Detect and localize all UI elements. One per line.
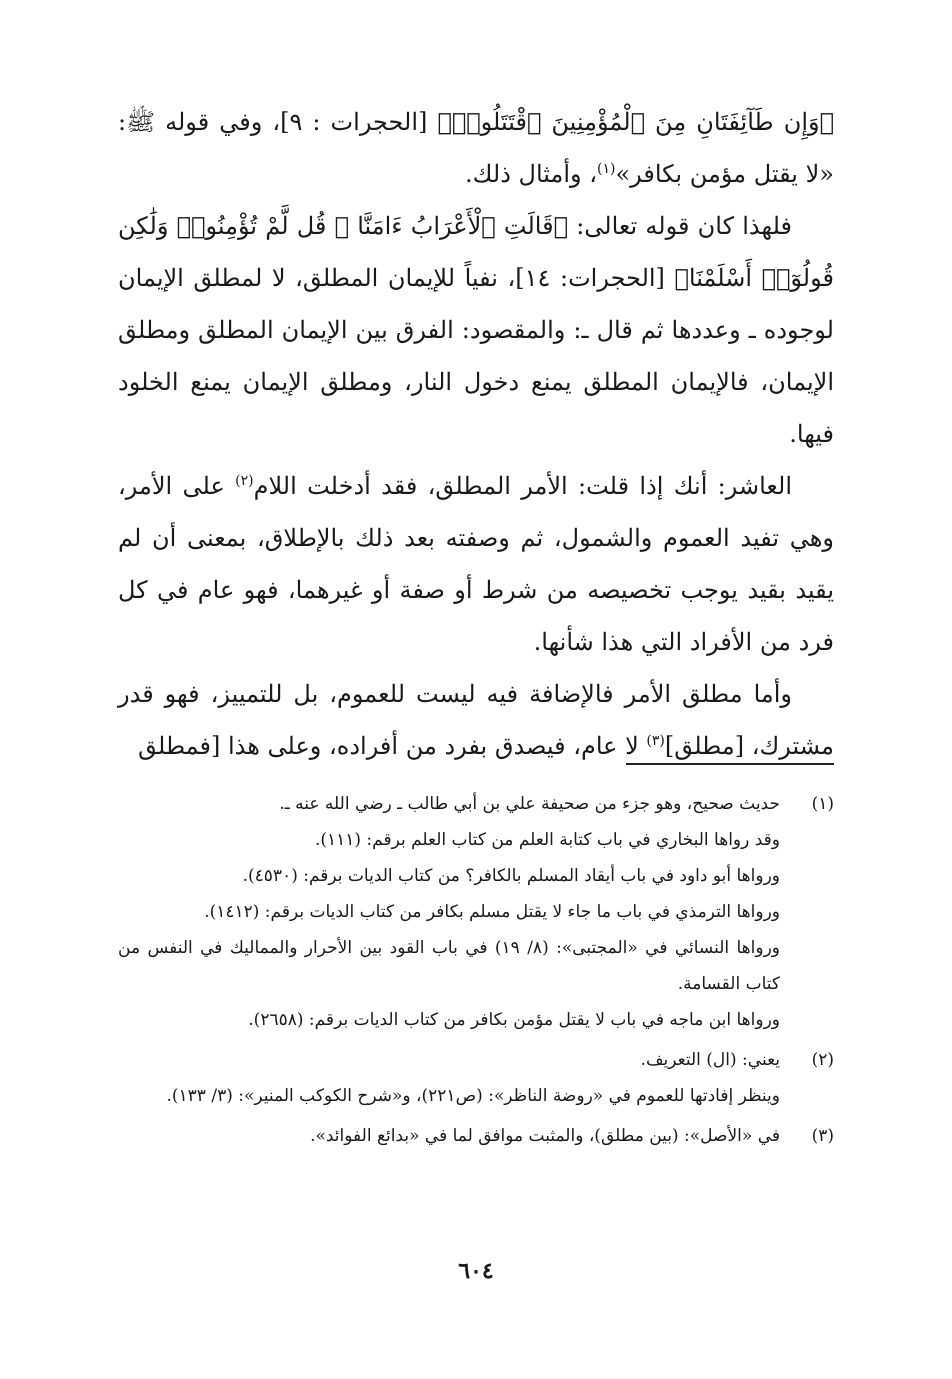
paragraph-1-end: ، وأمثال ذلك. — [465, 160, 597, 188]
footnote-number: (٣) — [811, 1126, 834, 1146]
footnote-line: ورواها أبو داود في باب أيقاد المسلم بالكافر؟ من كتاب الديات برقم: (٤٥٣٠). — [242, 866, 780, 886]
footnote-line: يعني: (ال) التعريف. — [640, 1050, 780, 1070]
footnote-1 — [118, 786, 834, 1038]
footnote-ref-3: (٣) — [646, 733, 665, 749]
paragraph-3-text-a: العاشر: أنك إذا قلت: الأمر المطلق، فقد أدخلت اللام — [253, 472, 792, 500]
footnote-number: (١) — [811, 794, 834, 814]
footnote-number: (٢) — [811, 1050, 834, 1070]
footnote-body — [118, 1118, 780, 1154]
paragraph-1-text: ﴿وَإِن طَآئِفَتَانِ مِنَ ٱلْمُؤْمِنِينَ ٱقْتَتَلُوا۟﴾ [الحجرات : ٩]، وفي قوله ﷺ: «لا يقتل مؤمن بكافر» — [118, 108, 834, 188]
paragraph-4-text-a: وأما مطلق الأمر فالإضافة فيه ليست للعموم، بل للتمييز، فهو قدر مشترك، [مطلق] — [118, 680, 834, 760]
footnote-line: ورواها الترمذي في باب ما جاء لا يقتل مسلم بكافر من كتاب الديات برقم: (١٤١٢). — [204, 902, 780, 922]
footnote-2 — [118, 1042, 834, 1114]
footnote-line: وينظر إفادتها للعموم في «روضة الناظر»: (ص٢٢١)، و«شرح الكوكب المنير»: (٣/ ١٣٣). — [166, 1086, 780, 1106]
paragraph-3 — [118, 460, 834, 668]
paragraph-3-text-b: على الأمر، وهي تفيد العموم والشمول، ثم وصفته بعد ذلك بالإطلاق، بمعنى أن لم يقيد بقيد يوجب تخصيصه من شرط أو صفة أو غيرهما، فهو عام في كل فرد من الأفراد التي هذا شأنها. — [118, 472, 834, 656]
paragraph-2: فلهذا كان قوله تعالى: ﴿قَالَتِ ٱلْأَعْرَابُ ءَامَنَّا ۖ قُل لَّمْ تُؤْمِنُوا۟ وَلَٰكِن قُولُوٓا۟ أَسْلَمْنَا﴾ [الحجرات: ١٤]، نفياً للإيمان المطلق، لا لمطلق الإيمان لوجوده ـ وعددها ثم قال ـ: والمقصود: الفرق بين الإيمان المطلق ومطلق الإيمان، فالإيمان المطلق يمنع دخول النار، ومطلق الإيمان يمنع الخلود فيها. — [118, 212, 834, 448]
footnote-ref-1: (١) — [597, 161, 616, 177]
footnote-line: وقد رواها البخاري في باب كتابة العلم من كتاب العلم برقم: (١١١). — [314, 830, 780, 850]
footnote-ref-2: (٢) — [235, 473, 254, 489]
footnote-line: ورواها ابن ماجه في باب لا يقتل مؤمن بكافر من كتاب الديات برقم: (٢٦٥٨). — [248, 1010, 780, 1030]
paragraph-4-text-b: لا عام، فيصدق بفرد من أفراده، وعلى هذا [فمطلق — [137, 732, 647, 760]
page-number: ٦٠٤ — [458, 1258, 494, 1284]
footnote-body — [118, 1042, 780, 1114]
footnote-line: حديث صحيح، وهو جزء من صحيفة علي بن أبي طالب ـ رضي الله عنه ـ. — [279, 794, 780, 814]
footnote-line: ورواها النسائي في «المجتبى»: (٨/ ١٩) في باب القود بين الأحرار والمماليك في النفس من كتاب القسامة. — [118, 938, 781, 994]
paragraph-4 — [118, 668, 834, 772]
footnote-line: في «الأصل»: (بين مطلق)، والمثبت موافق لما في «بدائع الفوائد». — [310, 1126, 780, 1146]
paragraph-1 — [118, 96, 834, 200]
footnote-divider — [626, 763, 834, 765]
footnotes — [118, 786, 834, 1154]
main-text — [118, 96, 834, 772]
footnote-body — [118, 786, 780, 1038]
footnote-3 — [118, 1118, 834, 1154]
